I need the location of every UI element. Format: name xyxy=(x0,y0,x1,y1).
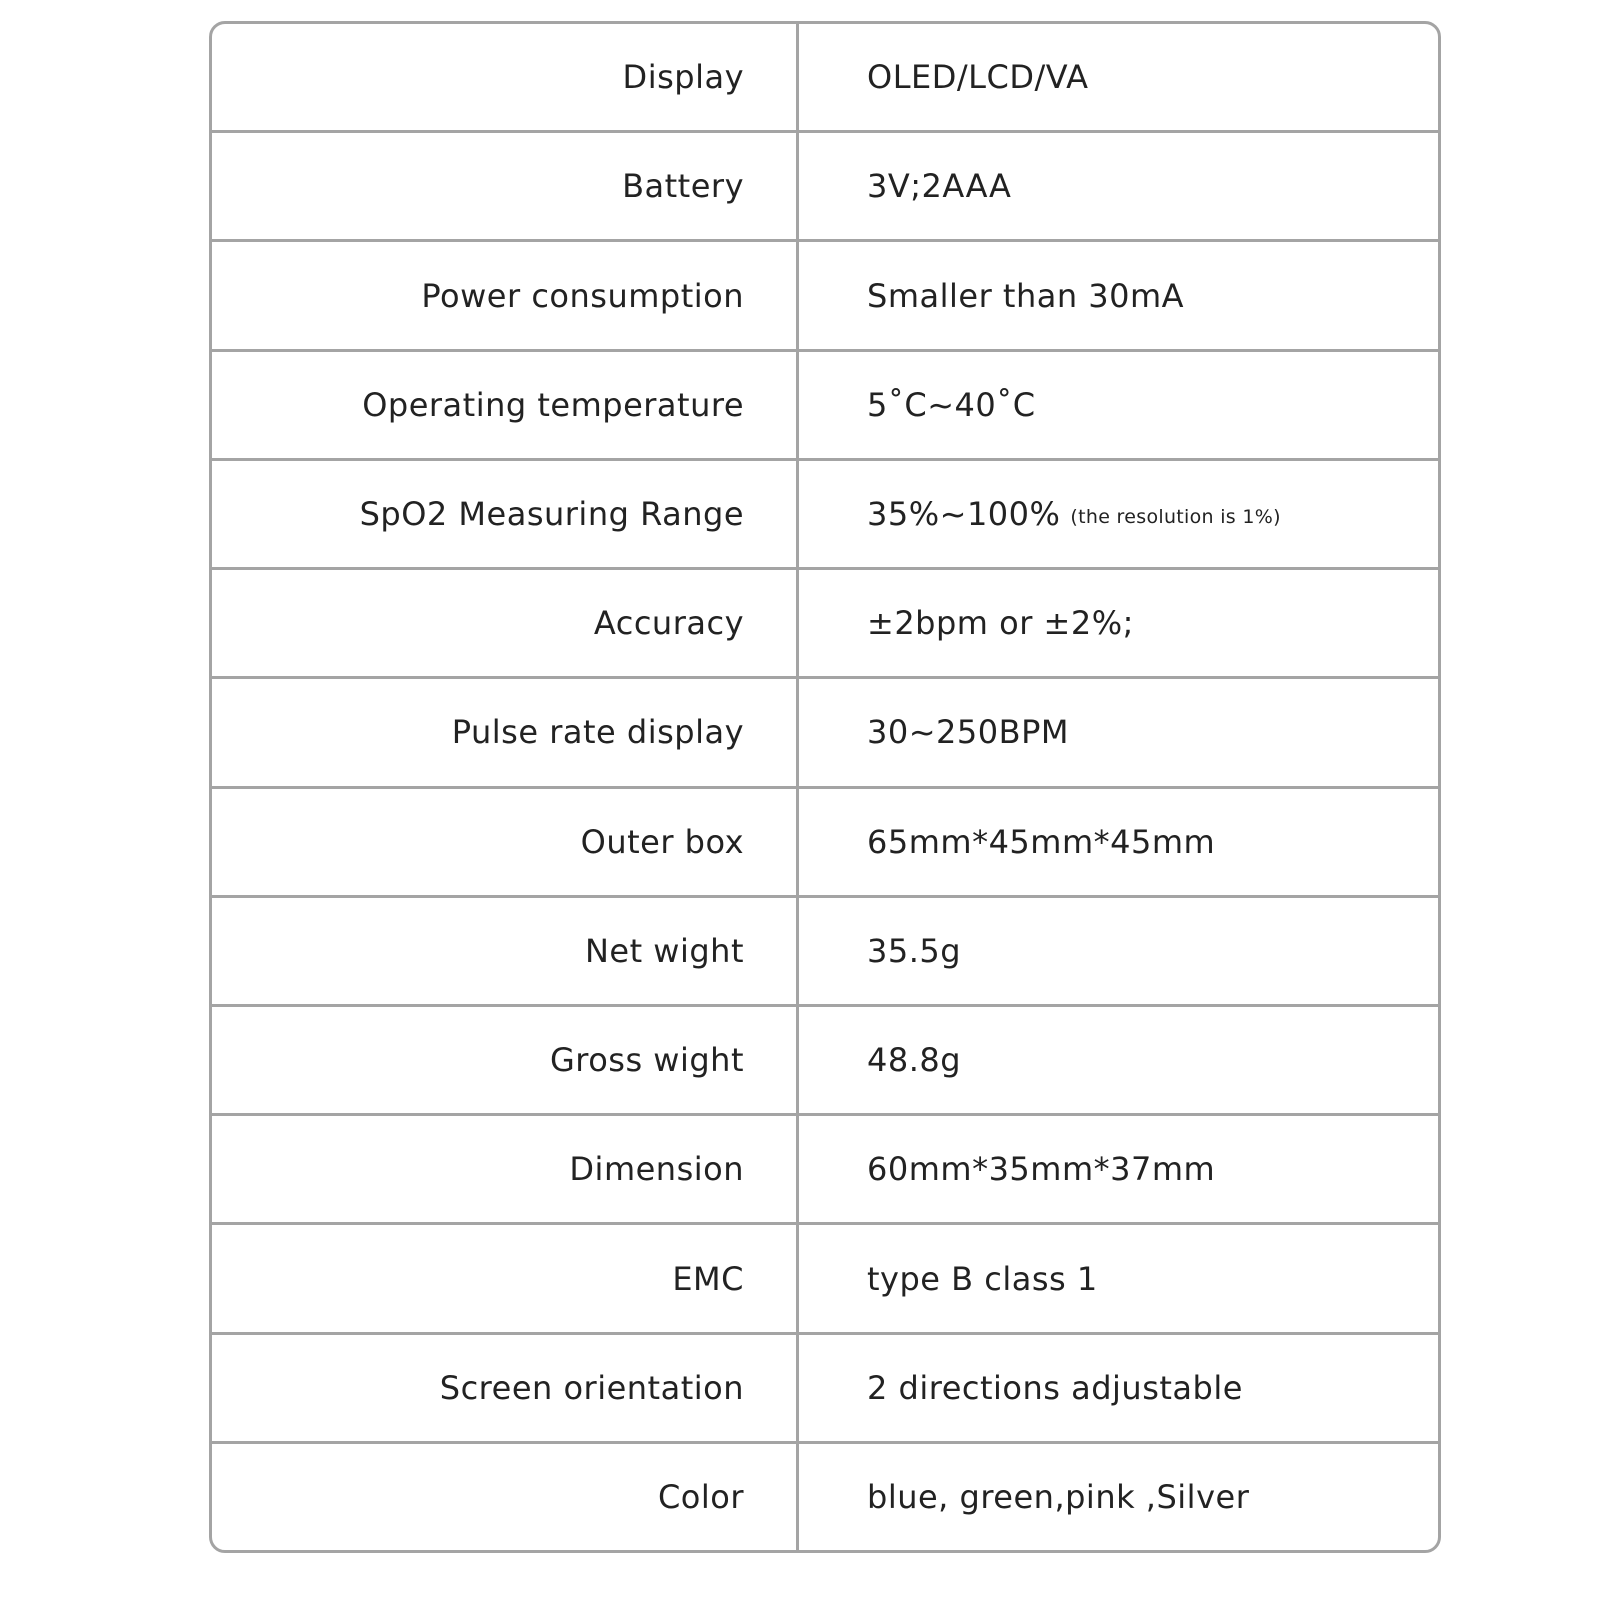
spec-value xyxy=(799,461,1438,567)
spec-label: Pulse rate display xyxy=(212,679,799,785)
spec-value-text: 60mm*35mm*37mm xyxy=(867,1150,1216,1189)
spec-row-power-consumption xyxy=(212,242,1438,351)
spec-value-text: 48.8g xyxy=(867,1041,962,1080)
spec-row-outer-box xyxy=(212,789,1438,898)
spec-label: Dimension xyxy=(212,1116,799,1222)
spec-value-text: 5˚C~40˚C xyxy=(867,385,1036,424)
spec-label: Accuracy xyxy=(212,570,799,676)
spec-value-text: 30~250BPM xyxy=(867,713,1069,752)
spec-value xyxy=(799,133,1438,239)
spec-row-operating-temperature xyxy=(212,352,1438,461)
spec-value xyxy=(799,1225,1438,1331)
spec-label: Outer box xyxy=(212,789,799,895)
spec-row-screen-orientation xyxy=(212,1335,1438,1444)
spec-row-display xyxy=(212,24,1438,133)
spec-value-text: ±2bpm or ±2%; xyxy=(867,604,1134,643)
spec-value xyxy=(799,352,1438,458)
spec-row-gross-weight xyxy=(212,1007,1438,1116)
spec-value xyxy=(799,242,1438,348)
spec-note: (the resolution is 1%) xyxy=(1070,505,1281,528)
spec-value-text: 35.5g xyxy=(867,931,962,970)
spec-label: SpO2 Measuring Range xyxy=(212,461,799,567)
spec-value xyxy=(799,898,1438,1004)
spec-value xyxy=(799,1007,1438,1113)
spec-row-battery xyxy=(212,133,1438,242)
spec-label: Battery xyxy=(212,133,799,239)
spec-row-pulse-rate-display xyxy=(212,679,1438,788)
spec-value-text: blue, green,pink ,Silver xyxy=(867,1477,1250,1516)
spec-table xyxy=(209,21,1441,1553)
spec-value xyxy=(799,570,1438,676)
spec-value xyxy=(799,24,1438,130)
spec-value xyxy=(799,1444,1438,1550)
spec-label: Gross wight xyxy=(212,1007,799,1113)
spec-value-text: 2 directions adjustable xyxy=(867,1368,1243,1407)
spec-row-emc xyxy=(212,1225,1438,1334)
spec-value-text: 35%~100% xyxy=(867,494,1061,533)
spec-value xyxy=(799,679,1438,785)
spec-value xyxy=(799,1335,1438,1441)
spec-label: Net wight xyxy=(212,898,799,1004)
spec-row-spo2-range xyxy=(212,461,1438,570)
spec-value xyxy=(799,1116,1438,1222)
spec-value-text: OLED/LCD/VA xyxy=(867,58,1089,97)
spec-value-text: 65mm*45mm*45mm xyxy=(867,822,1216,861)
spec-value-text: Smaller than 30mA xyxy=(867,276,1185,315)
spec-label: EMC xyxy=(212,1225,799,1331)
spec-label: Operating temperature xyxy=(212,352,799,458)
spec-value-text: 3V;2AAA xyxy=(867,167,1012,206)
spec-label: Color xyxy=(212,1444,799,1550)
spec-row-net-weight xyxy=(212,898,1438,1007)
spec-row-color xyxy=(212,1444,1438,1550)
spec-value-text: type B class 1 xyxy=(867,1259,1098,1298)
spec-label: Display xyxy=(212,24,799,130)
spec-row-dimension xyxy=(212,1116,1438,1225)
spec-label: Screen orientation xyxy=(212,1335,799,1441)
spec-value xyxy=(799,789,1438,895)
spec-label: Power consumption xyxy=(212,242,799,348)
spec-row-accuracy xyxy=(212,570,1438,679)
